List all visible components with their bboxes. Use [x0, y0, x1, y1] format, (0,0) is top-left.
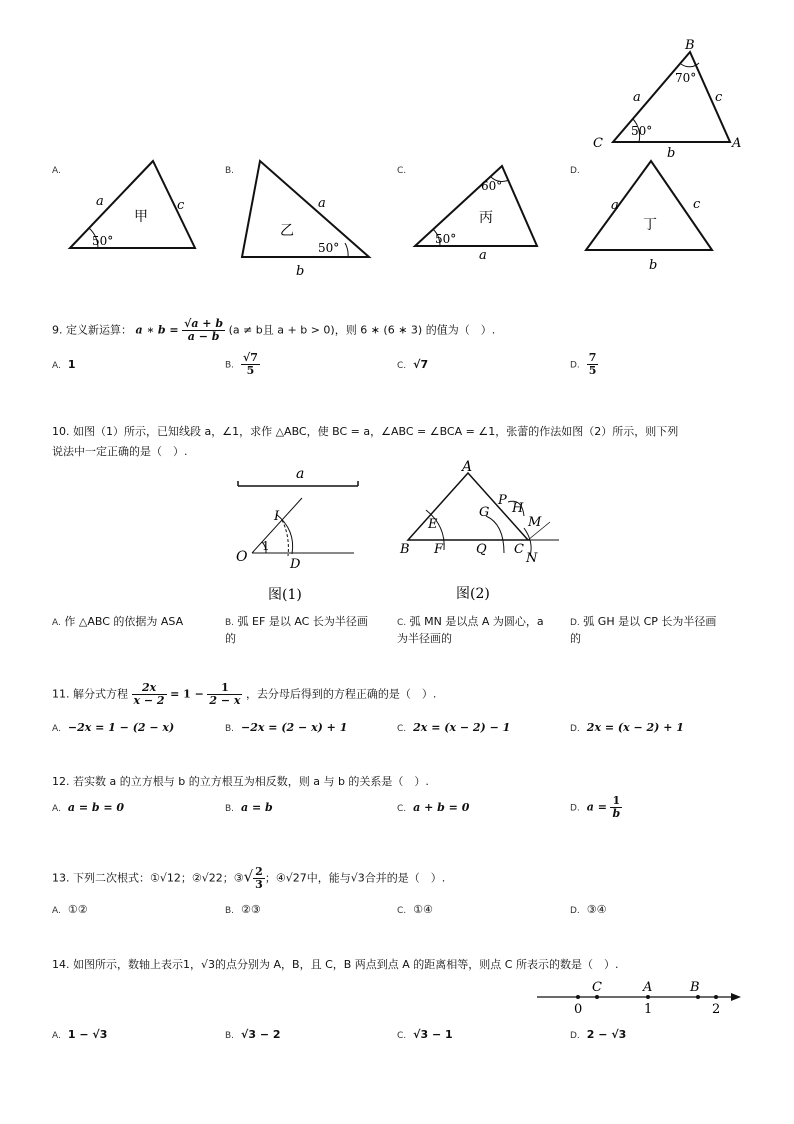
q13-option-b[interactable] [225, 903, 261, 916]
vertex-c-label: C [593, 136, 603, 151]
construction-arc-dashed [282, 520, 288, 556]
vertex-b-label: B [685, 38, 695, 53]
question-number: 13. [52, 871, 70, 885]
fraction-denominator: 3 [255, 878, 263, 891]
q11-option-a[interactable] [52, 721, 174, 734]
option-text: 作 △ABC 的依据为 ASA [64, 615, 184, 628]
tick-label-one: 1 [644, 1002, 653, 1017]
option-letter: C. [397, 361, 407, 371]
option-value: a = b [241, 801, 273, 814]
option-letter: C. [397, 618, 407, 628]
point-a-label: A [462, 459, 473, 475]
option-value: a = [586, 800, 607, 814]
triangle-abc [408, 473, 528, 540]
option-text: 的 [225, 632, 236, 645]
option-text: 弧 GH 是以 CP 长为半径画 [583, 615, 717, 628]
stem-text: 若实数 a 的立方根与 b 的立方根互为相反数，则 a 与 b 的关系是（ ）. [73, 775, 429, 788]
point-two [714, 995, 718, 999]
triangle-name: 丁 [643, 217, 657, 233]
angle-b-label: 70° [675, 71, 697, 85]
q8-option-a-letter[interactable]: A. [52, 166, 61, 176]
q14-option-c[interactable] [397, 1028, 453, 1041]
angle-label: 60° [481, 179, 503, 193]
point-b [696, 995, 700, 999]
side-label: a [96, 194, 104, 209]
side-label: a [611, 198, 619, 213]
fraction-denominator: b [612, 807, 621, 820]
point-o-label: O [236, 549, 248, 565]
option-text: 为半径画的 [397, 632, 452, 645]
triangle-yi [242, 161, 369, 257]
option-letter: C. [397, 1031, 407, 1041]
tick-label-two: 2 [712, 1002, 721, 1017]
option-letter: B. [225, 618, 235, 628]
triangle-bing [415, 166, 537, 246]
side-label: b [296, 264, 305, 279]
point-i-label: I [274, 509, 280, 524]
q10-figure-1 [230, 462, 370, 607]
option-letter: C. [397, 906, 407, 916]
stem-text: 下列二次根式：①√12；②√22；③ [73, 871, 244, 885]
q8-option-d-figure[interactable] [579, 155, 724, 277]
option-value: 1 [67, 358, 76, 371]
q8-option-c-letter[interactable]: C. [397, 166, 407, 176]
fraction-denominator: 5 [246, 364, 255, 377]
point-c-label: C [592, 980, 602, 995]
angle-label: 50° [435, 232, 457, 246]
stem-text: ；④√27中，能与√3合并的是（ ）. [264, 871, 446, 885]
q11-stem [52, 682, 436, 707]
q10-figure-2 [396, 458, 566, 608]
side-label: b [649, 258, 658, 273]
stem-text: ，去分母后得到的方程正确的是（ ）. [245, 687, 437, 701]
option-letter: D. [570, 803, 580, 814]
question-number: 9. [52, 323, 63, 337]
q9-option-a[interactable] [52, 358, 76, 371]
triangle-name: 乙 [280, 223, 294, 239]
sqrt-icon: √ [243, 867, 254, 886]
q11-option-c[interactable] [397, 721, 510, 734]
q8-option-b-letter[interactable]: B. [225, 166, 235, 176]
fraction-numerator: √a + b [184, 317, 224, 330]
option-letter: C. [397, 724, 407, 734]
q8-option-b-figure[interactable] [234, 155, 379, 280]
point-b-label: B [690, 980, 700, 995]
option-value: 2x = (x − 2) + 1 [586, 721, 684, 734]
q12-option-d[interactable] [570, 795, 622, 820]
stem-text: 定义新运算： [66, 323, 132, 337]
stem-fraction [182, 318, 225, 343]
q14-option-b[interactable] [225, 1028, 281, 1041]
q13-stem [52, 866, 445, 891]
q13-option-a[interactable] [52, 903, 88, 916]
option-letter: C. [397, 804, 407, 814]
q13-option-d[interactable] [570, 903, 607, 916]
q12-option-c[interactable] [397, 801, 469, 814]
q14-option-a[interactable] [52, 1028, 107, 1041]
side-c-label: c [715, 90, 723, 105]
option-letter: D. [570, 1031, 580, 1041]
q9-stem [52, 318, 495, 343]
q12-option-b[interactable] [225, 801, 273, 814]
angle-1-label: 1 [262, 539, 270, 553]
option-value: a = b = 0 [67, 801, 125, 814]
q8-option-a-figure[interactable] [62, 155, 207, 260]
stem-fraction [253, 866, 265, 891]
point-c [595, 995, 599, 999]
side-a-label: a [633, 90, 641, 105]
option-letter: B. [225, 360, 235, 371]
option-letter: D. [570, 906, 580, 916]
figure-2-caption: 图(2) [456, 586, 490, 602]
fraction-denominator: a − b [187, 330, 220, 343]
stem-text: 如图所示，数轴上表示1，√3的点分别为 A，B，且 C，B 两点到点 A 的距离相等，则点 C 所表示的数是（ ）. [73, 958, 619, 971]
question-number: 14. [52, 958, 70, 971]
q8-option-c-figure[interactable] [407, 155, 552, 265]
point-c-label: C [514, 542, 524, 557]
angle-arc [345, 243, 348, 257]
option-letter: B. [225, 1031, 235, 1041]
option-text: 的 [570, 632, 581, 645]
triangle-name: 甲 [134, 209, 148, 225]
side-label: a [318, 196, 326, 211]
side-label: c [177, 198, 185, 213]
fraction-denominator: 2 − x [209, 694, 241, 707]
option-value: ①④ [413, 903, 433, 916]
point-f-label: F [434, 542, 444, 557]
stem-fraction [132, 682, 167, 707]
q12-stem [52, 774, 429, 790]
q10-option-b[interactable] [225, 614, 395, 647]
q9-option-c[interactable] [397, 358, 428, 371]
option-letter: D. [570, 724, 580, 734]
point-h-label: H [512, 501, 524, 516]
point-e-label: E [428, 517, 438, 532]
arc-gh [486, 516, 504, 553]
stem-formula: a ∗ b = [135, 323, 179, 337]
figure-1-caption: 图(1) [268, 587, 302, 603]
stem-formula: = 1 − [170, 687, 204, 701]
option-letter: D. [570, 618, 580, 628]
vertex-a-label: A [732, 136, 742, 151]
point-m-label: M [528, 515, 542, 530]
fraction-denominator: x − 2 [133, 694, 165, 707]
option-letter: D. [570, 360, 580, 371]
point-zero [576, 995, 580, 999]
option-text: 弧 EF 是以 AC 长为半径画 [237, 615, 368, 628]
q14-number-line [535, 975, 750, 1020]
point-a [646, 995, 650, 999]
option-value: ③④ [586, 903, 607, 916]
option-value: 2x = (x − 2) − 1 [413, 721, 511, 734]
stem-fraction [207, 682, 242, 707]
fraction-denominator: 5 [588, 364, 597, 377]
segment-a-label: a [296, 466, 305, 482]
reference-triangle-figure [585, 35, 745, 160]
q10-option-a[interactable] [52, 614, 222, 631]
fraction-numerator: 1 [610, 795, 622, 808]
option-letter: B. [225, 724, 235, 734]
point-p-label: P [498, 493, 507, 508]
q13-option-c[interactable] [397, 903, 433, 916]
stem-line: 说法中一定正确的是（ ）. [52, 445, 188, 458]
option-value: √3 − 2 [241, 1028, 281, 1041]
fraction-numerator: √7 [243, 351, 258, 364]
q10-option-c[interactable] [397, 614, 567, 647]
option-letter: A. [52, 804, 61, 814]
fraction-numerator: 2 [255, 865, 263, 878]
q12-option-a[interactable] [52, 801, 124, 814]
ray-oi [252, 498, 302, 553]
fraction-numerator: 2x [132, 682, 167, 695]
option-letter: B. [225, 804, 235, 814]
option-letter: A. [52, 906, 61, 916]
option-letter: A. [52, 1031, 61, 1041]
point-b-label: B [400, 542, 410, 557]
question-number: 10. [52, 425, 70, 438]
point-a-label: A [643, 980, 653, 995]
option-value: 1 − √3 [67, 1028, 108, 1041]
stem-line: 如图（1）所示，已知线段 a，∠1，求作 △ABC，使 BC = a，∠ABC = ∠BCA = ∠1，张蕾的作法如图（2）所示，则下列 [73, 425, 679, 438]
option-letter: A. [52, 724, 61, 734]
option-letter: B. [225, 906, 235, 916]
q9-option-b[interactable] [225, 352, 260, 377]
angle-label: 50° [92, 234, 114, 248]
point-d-label: D [290, 557, 301, 572]
tick-label-zero: 0 [574, 1002, 583, 1017]
option-value: a + b = 0 [413, 801, 470, 814]
question-number: 12. [52, 775, 70, 788]
fraction-numerator: 7 [588, 351, 597, 364]
option-text: 弧 MN 是以点 A 为圆心，a [409, 615, 544, 628]
side-label: c [693, 197, 701, 212]
option-letter: A. [52, 361, 61, 371]
q10-stem [52, 424, 752, 460]
fraction-numerator: 1 [207, 682, 242, 695]
option-value: ②③ [241, 903, 261, 916]
side-label: a [479, 248, 487, 263]
point-g-label: G [479, 505, 490, 520]
q14-stem [52, 957, 618, 973]
q10-option-d[interactable] [570, 614, 750, 647]
stem-text: 解分式方程 [73, 687, 128, 701]
axis-arrow-icon [731, 993, 741, 1001]
q8-option-d-letter[interactable]: D. [570, 166, 580, 176]
option-letter: A. [52, 618, 61, 628]
q9-option-d[interactable] [570, 352, 598, 377]
q14-option-d[interactable] [570, 1028, 626, 1041]
question-number: 11. [52, 687, 70, 701]
angle-label: 50° [318, 241, 340, 255]
option-value: √3 − 1 [413, 1028, 453, 1041]
option-value: ①② [67, 903, 88, 916]
q11-option-b[interactable] [225, 721, 347, 734]
stem-condition: (a ≠ b且 a + b > 0)，则 6 ∗ (6 ∗ 3) 的值为（ ）. [228, 323, 496, 337]
option-value: √7 [413, 358, 429, 371]
point-n-label: N [526, 551, 538, 566]
option-value: 2 − √3 [586, 1028, 627, 1041]
triangle-name: 丙 [479, 210, 493, 226]
side-b-label: b [667, 146, 676, 160]
point-q-label: Q [476, 542, 487, 557]
q11-option-d[interactable] [570, 721, 684, 734]
angle-c-label: 50° [631, 124, 653, 138]
option-value: −2x = (2 − x) + 1 [241, 721, 348, 734]
option-value: −2x = 1 − (2 − x) [67, 721, 175, 734]
